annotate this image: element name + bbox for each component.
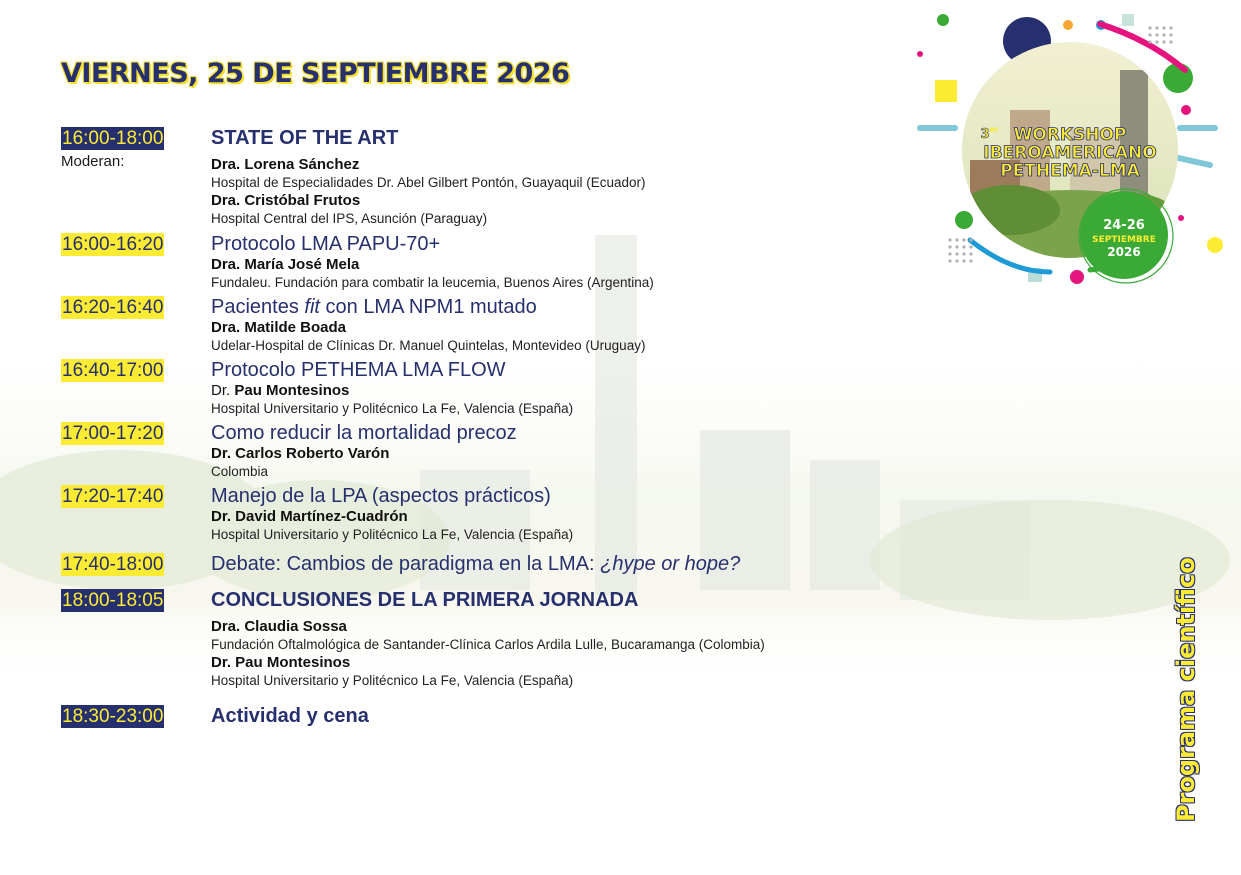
time-slot: 18:00-18:05 xyxy=(62,590,164,611)
time-slot: 17:40-18:00 xyxy=(62,554,164,575)
session-title: Protocolo PETHEMA LMA FLOW xyxy=(211,359,506,381)
time-slot: 16:40-17:00 xyxy=(62,360,164,381)
time-slot: 16:00-18:00 xyxy=(62,128,164,149)
speaker-affiliation: Fundaleu. Fundación para combatir la leucemia, Buenos Aires (Argentina) xyxy=(211,275,654,290)
svg-text:2026: 2026 xyxy=(1107,245,1141,259)
speaker-affiliation: Udelar-Hospital de Clínicas Dr. Manuel Quintelas, Montevideo (Uruguay) xyxy=(211,338,646,353)
session-title: Pacientes fit con LMA NPM1 mutado xyxy=(211,296,537,318)
svg-text:WORKSHOP: WORKSHOP xyxy=(1013,125,1127,145)
speaker-name: Dra. María José Mela xyxy=(211,256,360,273)
speaker-name: Dra. Matilde Boada xyxy=(211,319,347,336)
speaker-name: Dra. Cristóbal Frutos xyxy=(211,192,361,209)
time-slot: 16:20-16:40 xyxy=(62,297,164,318)
speaker-name: Dra. Lorena Sánchez xyxy=(211,156,360,173)
svg-text:3: 3 xyxy=(980,127,990,142)
day-title: VIERNES, 25 DE SEPTIEMBRE 2026 xyxy=(61,58,570,89)
session-title: STATE OF THE ART xyxy=(211,127,399,149)
speaker-affiliation: Hospital de Especialidades Dr. Abel Gilbert Pontón, Guayaquil (Ecuador) xyxy=(211,175,646,190)
speaker-affiliation: Hospital Universitario y Politécnico La Fe, Valencia (España) xyxy=(211,401,574,416)
time-slot: 17:20-17:40 xyxy=(62,486,164,507)
session-title: Manejo de la LPA (aspectos prácticos) xyxy=(211,485,551,507)
time-slot: 17:00-17:20 xyxy=(62,423,164,444)
program-vertical-label: Programa científico xyxy=(1172,557,1200,822)
session-title: Como reducir la mortalidad precoz xyxy=(211,422,517,444)
speaker-name: Dr. Carlos Roberto Varón xyxy=(211,445,390,462)
svg-text:SEPTIEMBRE: SEPTIEMBRE xyxy=(1092,235,1156,245)
svg-text:er: er xyxy=(989,125,999,134)
speaker-affiliation: Hospital Universitario y Politécnico La Fe, Valencia (España) xyxy=(211,527,574,542)
svg-text:PETHEMA-LMA: PETHEMA-LMA xyxy=(1000,161,1140,181)
workshop-logo xyxy=(910,10,1230,300)
speaker-name: Dr. David Martínez-Cuadrón xyxy=(211,508,408,525)
speaker-affiliation: Hospital Universitario y Politécnico La Fe, Valencia (España) xyxy=(211,673,574,688)
speaker-name: Dra. Claudia Sossa xyxy=(211,618,347,635)
session-title: Protocolo LMA PAPU-70+ xyxy=(211,233,441,255)
session-title: CONCLUSIONES DE LA PRIMERA JORNADA xyxy=(211,589,639,611)
session-title: Actividad y cena xyxy=(211,705,369,727)
session-title: Debate: Cambios de paradigma en la LMA: ¿hype or hope? xyxy=(211,553,741,575)
svg-text:IBEROAMERICANO: IBEROAMERICANO xyxy=(983,143,1157,163)
time-slot: 16:00-16:20 xyxy=(62,234,164,255)
speaker-affiliation: Colombia xyxy=(211,464,269,479)
svg-text:24-26: 24-26 xyxy=(1103,218,1145,233)
moderators-label: Moderan: xyxy=(61,153,125,170)
speaker-affiliation: Hospital Central del IPS, Asunción (Paraguay) xyxy=(211,211,488,226)
speaker-name: Dr. Pau Montesinos xyxy=(211,654,351,671)
speaker-name: Dr. Pau Montesinos xyxy=(211,382,350,399)
time-slot: 18:30-23:00 xyxy=(62,706,164,727)
speaker-affiliation: Fundación Oftalmológica de Santander-Clínica Carlos Ardila Lulle, Bucaramanga (Colombia) xyxy=(211,637,765,652)
